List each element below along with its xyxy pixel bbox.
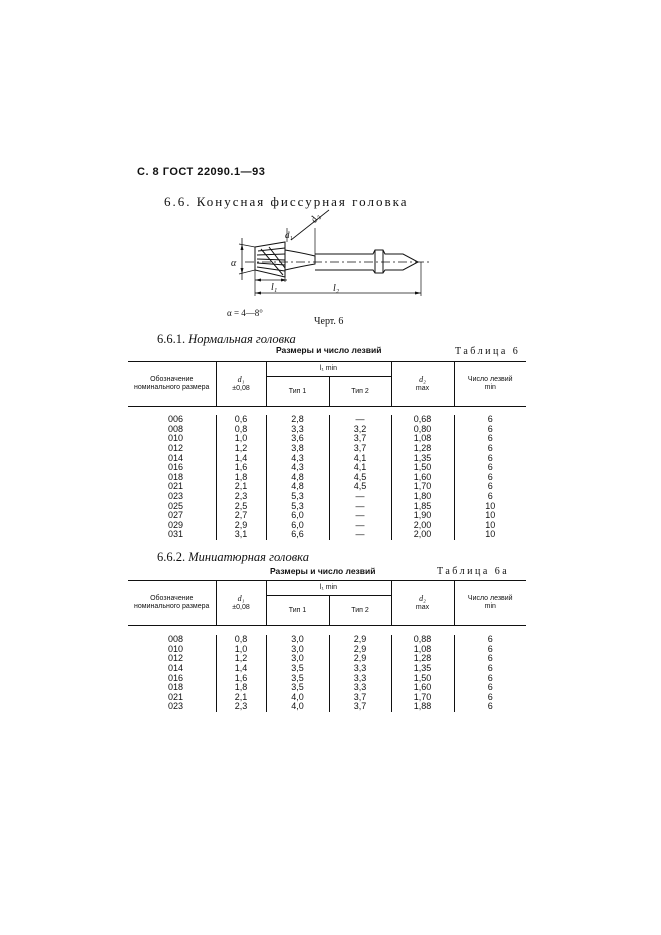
header-d1-symbol: d₁	[237, 374, 245, 384]
table-row	[128, 693, 526, 703]
table-cell: 4,1	[329, 453, 391, 463]
table-cell: 4,0	[266, 702, 329, 712]
table-cell: 3,3	[329, 683, 391, 693]
table-cell: 6	[487, 414, 493, 425]
table-cell: 1,0	[216, 645, 266, 655]
header-l1: l₁ min	[266, 362, 391, 377]
table-cell: 023	[128, 702, 216, 712]
table-cell: 6	[487, 643, 493, 654]
table-cell: 3,7	[329, 434, 391, 444]
table-cell: 3,7	[329, 693, 391, 703]
table-cell: 2,9	[329, 635, 391, 645]
table-cell: 10	[485, 529, 496, 540]
header-blades-text: Число лезвий	[467, 595, 513, 602]
table-cell: 3,5	[266, 673, 329, 683]
table-cell: 6	[487, 682, 493, 693]
table-row	[128, 463, 526, 473]
table-cell: 008	[128, 635, 216, 645]
table-cell: 6	[487, 701, 493, 712]
table-row	[128, 635, 526, 645]
table-row	[128, 702, 526, 712]
table-cell: —	[329, 521, 391, 531]
table-row	[128, 444, 526, 454]
drawing-caption: Черт. 6	[314, 316, 344, 327]
header-type2: Тип 2	[329, 596, 391, 626]
table-cell: 3,0	[266, 645, 329, 655]
header-d1-tolerance: ±0,08	[232, 384, 250, 392]
table-cell: 0,6	[216, 415, 266, 425]
table6-body	[128, 415, 526, 540]
table-row	[128, 501, 526, 511]
table-row	[128, 673, 526, 683]
table-row	[128, 415, 526, 425]
l1-label: l₁	[271, 282, 278, 293]
table-cell: 1,6	[216, 673, 266, 683]
table-cell: 1,2	[216, 444, 266, 454]
table-cell: —	[329, 492, 391, 502]
header-designation: Обозначение номинального размера	[128, 581, 216, 626]
table-cell: 1,80	[391, 492, 454, 502]
table-cell: 3,3	[329, 664, 391, 674]
table-cell: 1,08	[391, 645, 454, 655]
table-cell: 014	[128, 453, 216, 463]
table-cell: 6	[487, 443, 493, 454]
table-cell: 2,3	[216, 702, 266, 712]
header-d2-max: max	[415, 384, 430, 392]
table6a-caption: Размеры и число лезвий	[270, 566, 376, 576]
table-cell: 027	[128, 511, 216, 521]
table-cell: 3,8	[266, 444, 329, 454]
table-cell: 6	[487, 462, 493, 473]
table-cell: 1,4	[216, 453, 266, 463]
table6a-label: Таблица 6а	[437, 566, 510, 577]
header-d1	[216, 581, 266, 626]
table-cell: 6	[487, 672, 493, 683]
table-cell: 4,5	[329, 473, 391, 483]
subsection-name: Миниатюрная головка	[188, 550, 309, 564]
table-cell: 018	[128, 473, 216, 483]
table-cell: 2,00	[391, 521, 454, 531]
header-designation: Обозначение номинального размера	[128, 362, 216, 407]
table-6	[128, 361, 526, 540]
subsection-6-6-2-title	[157, 550, 309, 565]
table-cell: 0,88	[391, 635, 454, 645]
header-d1-symbol: d₁	[237, 593, 245, 603]
table-row	[128, 425, 526, 435]
table-cell: 031	[128, 530, 216, 540]
table-cell: 018	[128, 683, 216, 693]
table-cell: 2,1	[216, 482, 266, 492]
table-cell: 6	[487, 481, 493, 492]
table-cell: 016	[128, 463, 216, 473]
header-d2	[391, 362, 454, 407]
table-cell: 3,7	[329, 444, 391, 454]
table-cell: 1,08	[391, 434, 454, 444]
table-cell: 1,90	[391, 511, 454, 521]
table-row	[128, 521, 526, 531]
header-d2	[391, 581, 454, 626]
table-6a	[128, 580, 526, 712]
table-cell: 10	[485, 510, 496, 521]
table-cell: 6	[487, 653, 493, 664]
table-row	[128, 530, 526, 540]
table6-caption: Размеры и число лезвий	[276, 345, 382, 355]
table-cell: 029	[128, 521, 216, 531]
table-row	[128, 482, 526, 492]
table-cell: 3,1	[216, 530, 266, 540]
table-cell: 1,70	[391, 482, 454, 492]
table-cell: 016	[128, 673, 216, 683]
table-cell: —	[329, 501, 391, 511]
table-cell: 1,70	[391, 693, 454, 703]
table-row	[128, 664, 526, 674]
table-cell: 2,1	[216, 693, 266, 703]
table-row	[128, 434, 526, 444]
table-cell: 4,8	[266, 473, 329, 483]
table-cell: 3,5	[266, 664, 329, 674]
table-cell: 10	[485, 519, 496, 530]
table-cell: 023	[128, 492, 216, 502]
table-cell: 3,6	[266, 434, 329, 444]
table-cell: 1,50	[391, 673, 454, 683]
table6-label: Таблица 6	[455, 346, 521, 357]
table-cell: 014	[128, 664, 216, 674]
table-row	[128, 645, 526, 655]
table-cell: 2,9	[216, 521, 266, 531]
table-cell: 6	[487, 691, 493, 702]
header-d2-max: max	[415, 603, 430, 611]
header-d2-symbol: d₂	[419, 374, 426, 384]
alpha-label: α	[231, 258, 237, 269]
header-type2: Тип 2	[329, 377, 391, 407]
page-header: С. 8 ГОСТ 22090.1—93	[137, 166, 266, 178]
table-cell: 3,7	[329, 702, 391, 712]
table-cell: 1,8	[216, 683, 266, 693]
table-cell: 6,6	[266, 530, 329, 540]
header-d1	[216, 362, 266, 407]
table-cell: 3,3	[329, 673, 391, 683]
table-cell: 1,28	[391, 654, 454, 664]
table-cell: 0,80	[391, 425, 454, 435]
table-cell: 1,85	[391, 501, 454, 511]
header-blades-min: min	[484, 603, 496, 610]
table-cell: 006	[128, 415, 216, 425]
table-row	[128, 473, 526, 483]
table-cell: 1,35	[391, 453, 454, 463]
table-row	[128, 453, 526, 463]
table-cell: 4,3	[266, 463, 329, 473]
table-cell: 6	[487, 452, 493, 463]
table-cell: —	[329, 530, 391, 540]
table-cell: 012	[128, 654, 216, 664]
table-cell: 2,3	[216, 492, 266, 502]
subsection-number: 6.6.1.	[157, 332, 186, 346]
header-type1: Тип 1	[266, 377, 329, 407]
table-cell: 025	[128, 501, 216, 511]
table-cell: 0,8	[216, 635, 266, 645]
table-cell: 2,9	[329, 654, 391, 664]
header-spacer	[128, 407, 526, 416]
table-cell: 1,60	[391, 473, 454, 483]
table6a-body	[128, 635, 526, 712]
table-cell: 3,5	[266, 683, 329, 693]
table-cell: 0,8	[216, 425, 266, 435]
header-blades	[454, 362, 526, 407]
header-blades	[454, 581, 526, 626]
table-cell: 6,0	[266, 511, 329, 521]
header-blades-text: Число лезвий	[467, 376, 513, 383]
table-cell: 1,8	[216, 473, 266, 483]
subsection-6-6-1-title	[157, 332, 296, 347]
table-cell: 1,50	[391, 463, 454, 473]
d1-label: d₁	[285, 230, 293, 240]
table-cell: 2,9	[329, 645, 391, 655]
d2-label: d₂	[308, 211, 323, 225]
table-cell: 008	[128, 425, 216, 435]
table-cell: 4,3	[266, 453, 329, 463]
table-cell: 2,00	[391, 530, 454, 540]
table-cell: 2,8	[266, 415, 329, 425]
table-cell: 2,5	[216, 501, 266, 511]
table-cell: 5,3	[266, 501, 329, 511]
table-cell: —	[329, 511, 391, 521]
table-row	[128, 511, 526, 521]
subsection-name: Нормальная головка	[188, 332, 296, 346]
table-cell: 1,4	[216, 664, 266, 674]
table-cell: 1,0	[216, 434, 266, 444]
header-l1: l₁ min	[266, 581, 391, 596]
table-cell: 6,0	[266, 521, 329, 531]
table-cell: 10	[485, 500, 496, 511]
table-cell: 3,0	[266, 654, 329, 664]
table-cell: 4,8	[266, 482, 329, 492]
table-cell: 4,1	[329, 463, 391, 473]
table-cell: 021	[128, 482, 216, 492]
table-row	[128, 654, 526, 664]
table-cell: 010	[128, 434, 216, 444]
header-blades-min: min	[484, 384, 496, 391]
header-type1: Тип 1	[266, 596, 329, 626]
table-cell: 6	[487, 663, 493, 674]
table-cell: 6	[487, 423, 493, 434]
table-cell: 2,7	[216, 511, 266, 521]
header-d2-symbol: d₂	[419, 593, 426, 603]
table-cell: 1,88	[391, 702, 454, 712]
table-cell: 5,3	[266, 492, 329, 502]
table-cell: 1,35	[391, 664, 454, 674]
subsection-number: 6.6.2.	[157, 550, 186, 564]
table-cell: —	[329, 415, 391, 425]
table-cell: 3,2	[329, 425, 391, 435]
table-cell: 1,6	[216, 463, 266, 473]
table-cell: 012	[128, 444, 216, 454]
table-row	[128, 683, 526, 693]
table-cell: 1,28	[391, 444, 454, 454]
table-cell: 6	[487, 433, 493, 444]
table-cell: 3,0	[266, 635, 329, 645]
table-cell: 4,5	[329, 482, 391, 492]
table-cell: 3,3	[266, 425, 329, 435]
table-cell: 1,60	[391, 683, 454, 693]
table-cell: 021	[128, 693, 216, 703]
table-cell: 6	[487, 634, 493, 645]
table-row	[128, 492, 526, 502]
l2-label: l₂	[333, 283, 340, 294]
table-cell: 6	[487, 471, 493, 482]
conical-fissure-head-drawing	[225, 198, 440, 306]
header-spacer	[128, 626, 526, 636]
table-cell: 4,0	[266, 693, 329, 703]
alpha-note: α = 4—8°	[227, 308, 263, 318]
header-d1-tolerance: ±0,08	[232, 603, 250, 611]
table-cell: 6	[487, 491, 493, 502]
table-cell: 0,68	[391, 415, 454, 425]
table-cell: 010	[128, 645, 216, 655]
section-title: 6.6. Конусная фиссурная головка	[164, 194, 409, 209]
table-cell: 1,2	[216, 654, 266, 664]
